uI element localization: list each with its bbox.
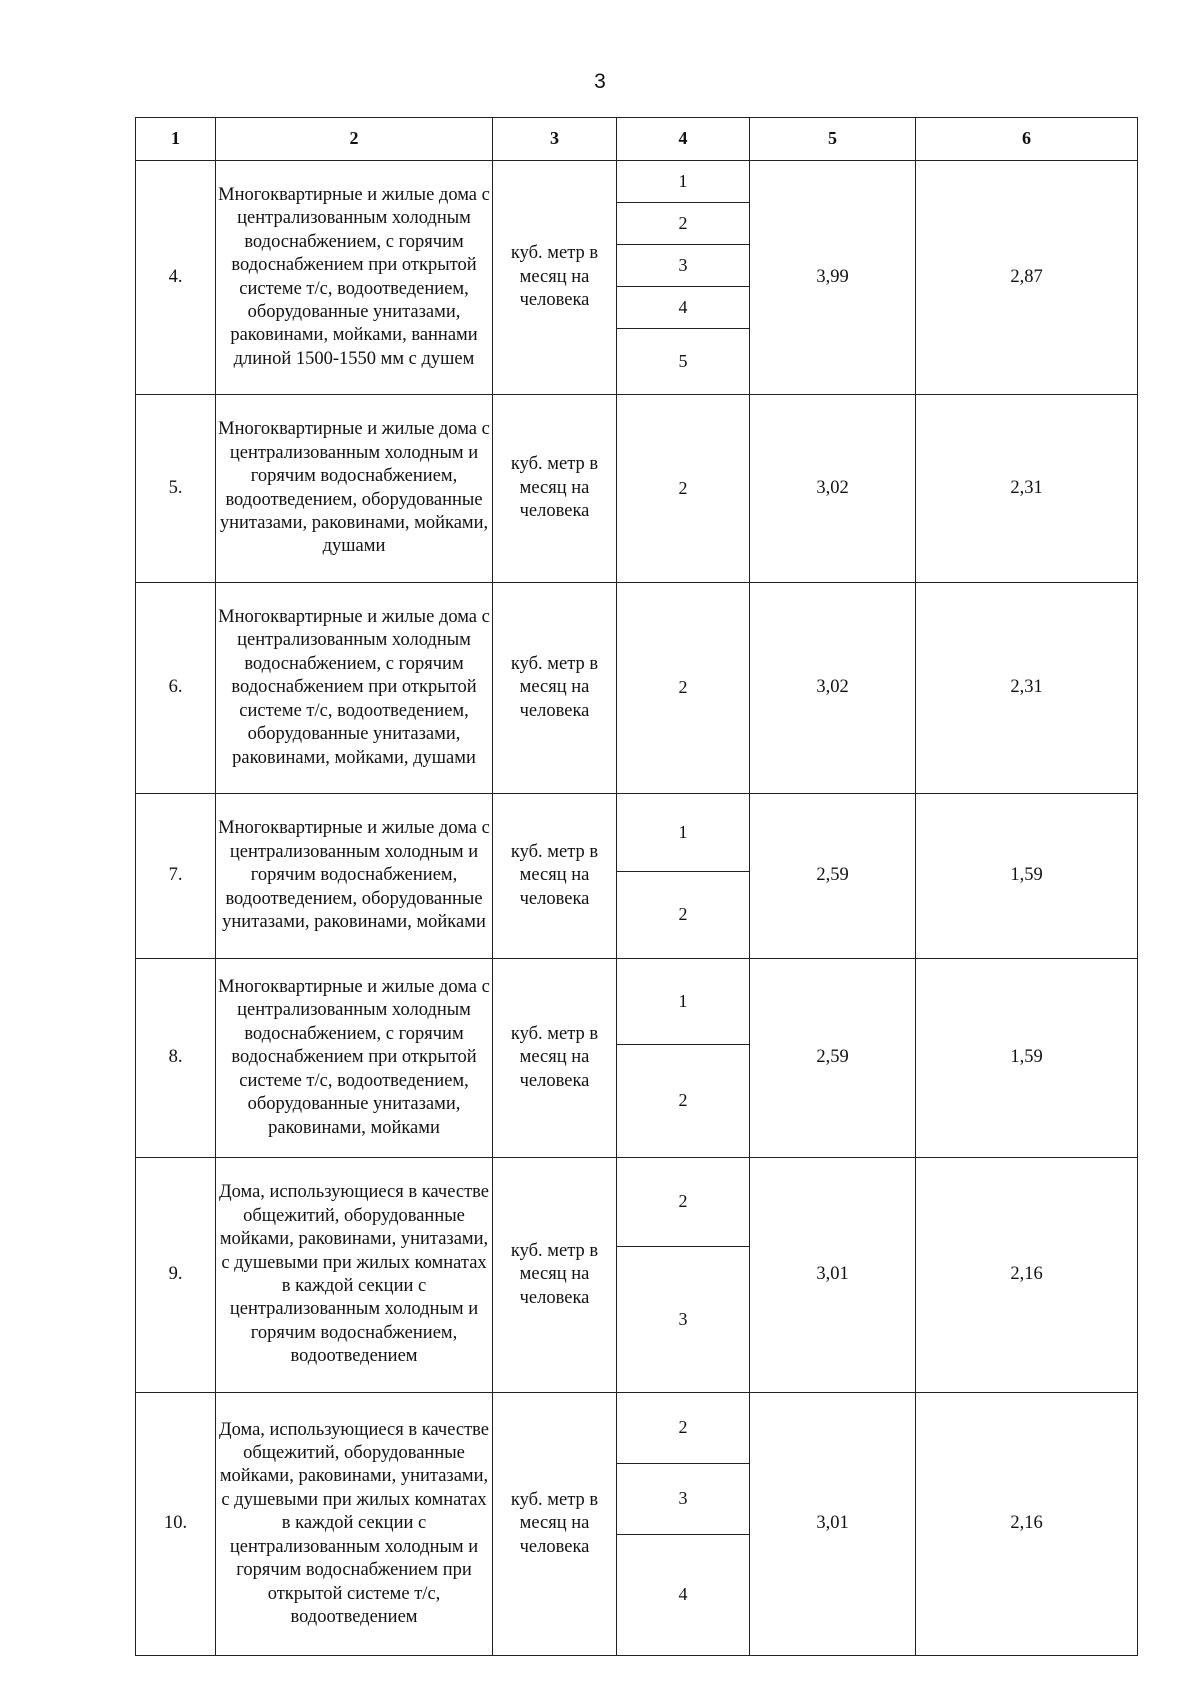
header-row [136, 118, 1138, 161]
row-description: Многоквартирные и жилые дома с централизованным холодным водоснабжением, с горячим водоснабжением при открытой системе т/с, водоотведением, оборудованные унитазами, раковинами, мойками, ваннами длиной 1500-1550 мм с душем [216, 161, 493, 395]
row-number: 5. [136, 395, 216, 583]
row-unit: куб. метр в месяц на человека [493, 1158, 617, 1393]
row-description: Многоквартирные и жилые дома с централизованным холодным водоснабжением, с горячим водоснабжением при открытой системе т/с, водоотведением, оборудованные унитазами, раковинами, мойками [216, 959, 493, 1158]
table-row [136, 1393, 1138, 1464]
row-number: 4. [136, 161, 216, 395]
row-unit: куб. метр в месяц на человека [493, 1393, 617, 1656]
row-floor: 1 [617, 794, 750, 872]
row-description: Дома, использующиеся в качестве общежитий, оборудованные мойками, раковинами, унитазами, с душевыми при жилых комнатах в каждой секции с централизованным холодным и горячим водоснабжением, водоотведением [216, 1158, 493, 1393]
table-row [136, 583, 1138, 794]
header-col-3: 3 [493, 118, 617, 161]
row-value-col6: 2,16 [916, 1158, 1138, 1393]
row-number: 9. [136, 1158, 216, 1393]
row-floor: 2 [617, 1158, 750, 1247]
row-unit: куб. метр в месяц на человека [493, 959, 617, 1158]
row-floor: 2 [617, 583, 750, 794]
row-description: Многоквартирные и жилые дома с централизованным холодным водоснабжением, с горячим водоснабжением при открытой системе т/с, водоотведением, оборудованные унитазами, раковинами, мойками, душами [216, 583, 493, 794]
table-row [136, 794, 1138, 872]
header-col-4: 4 [617, 118, 750, 161]
row-value-col5: 3,01 [750, 1393, 916, 1656]
row-floor: 3 [617, 1247, 750, 1393]
row-floor: 3 [617, 1464, 750, 1535]
row-description: Многоквартирные и жилые дома с централизованным холодным и горячим водоснабжением, водоотведением, оборудованные унитазами, раковинами, мойками, душами [216, 395, 493, 583]
table-row [136, 1158, 1138, 1247]
table-row [136, 959, 1138, 1045]
row-value-col6: 2,16 [916, 1393, 1138, 1656]
row-value-col6: 2,31 [916, 395, 1138, 583]
row-number: 6. [136, 583, 216, 794]
row-value-col5: 3,01 [750, 1158, 916, 1393]
row-value-col6: 1,59 [916, 794, 1138, 959]
row-description: Дома, использующиеся в качестве общежитий, оборудованные мойками, раковинами, унитазами, с душевыми при жилых комнатах в каждой секции с централизованным холодным и горячим водоснабжением при открытой системе т/с, водоотведением [216, 1393, 493, 1656]
row-description: Многоквартирные и жилые дома с централизованным холодным и горячим водоснабжением, водоотведением, оборудованные унитазами, раковинами, мойками [216, 794, 493, 959]
row-value-col6: 2,31 [916, 583, 1138, 794]
row-floor: 1 [617, 161, 750, 203]
header-col-6: 6 [916, 118, 1138, 161]
header-col-5: 5 [750, 118, 916, 161]
consumption-norms-table [135, 117, 1138, 1656]
row-unit: куб. метр в месяц на человека [493, 395, 617, 583]
row-value-col5: 3,02 [750, 583, 916, 794]
row-floor: 2 [617, 395, 750, 583]
row-floor: 2 [617, 1393, 750, 1464]
row-number: 7. [136, 794, 216, 959]
row-floor: 1 [617, 959, 750, 1045]
row-unit: куб. метр в месяц на человека [493, 794, 617, 959]
row-number: 10. [136, 1393, 216, 1656]
row-floor: 5 [617, 329, 750, 395]
row-value-col6: 2,87 [916, 161, 1138, 395]
header-col-1: 1 [136, 118, 216, 161]
header-col-2: 2 [216, 118, 493, 161]
table-row [136, 395, 1138, 583]
row-value-col5: 3,02 [750, 395, 916, 583]
row-value-col5: 3,99 [750, 161, 916, 395]
row-floor: 2 [617, 872, 750, 959]
row-value-col6: 1,59 [916, 959, 1138, 1158]
row-floor: 2 [617, 203, 750, 245]
row-floor: 4 [617, 287, 750, 329]
row-floor: 2 [617, 1045, 750, 1158]
page-number: 3 [594, 70, 606, 93]
row-unit: куб. метр в месяц на человека [493, 161, 617, 395]
row-number: 8. [136, 959, 216, 1158]
row-floor: 4 [617, 1535, 750, 1656]
table-row [136, 161, 1138, 203]
row-unit: куб. метр в месяц на человека [493, 583, 617, 794]
row-value-col5: 2,59 [750, 959, 916, 1158]
row-value-col5: 2,59 [750, 794, 916, 959]
row-floor: 3 [617, 245, 750, 287]
